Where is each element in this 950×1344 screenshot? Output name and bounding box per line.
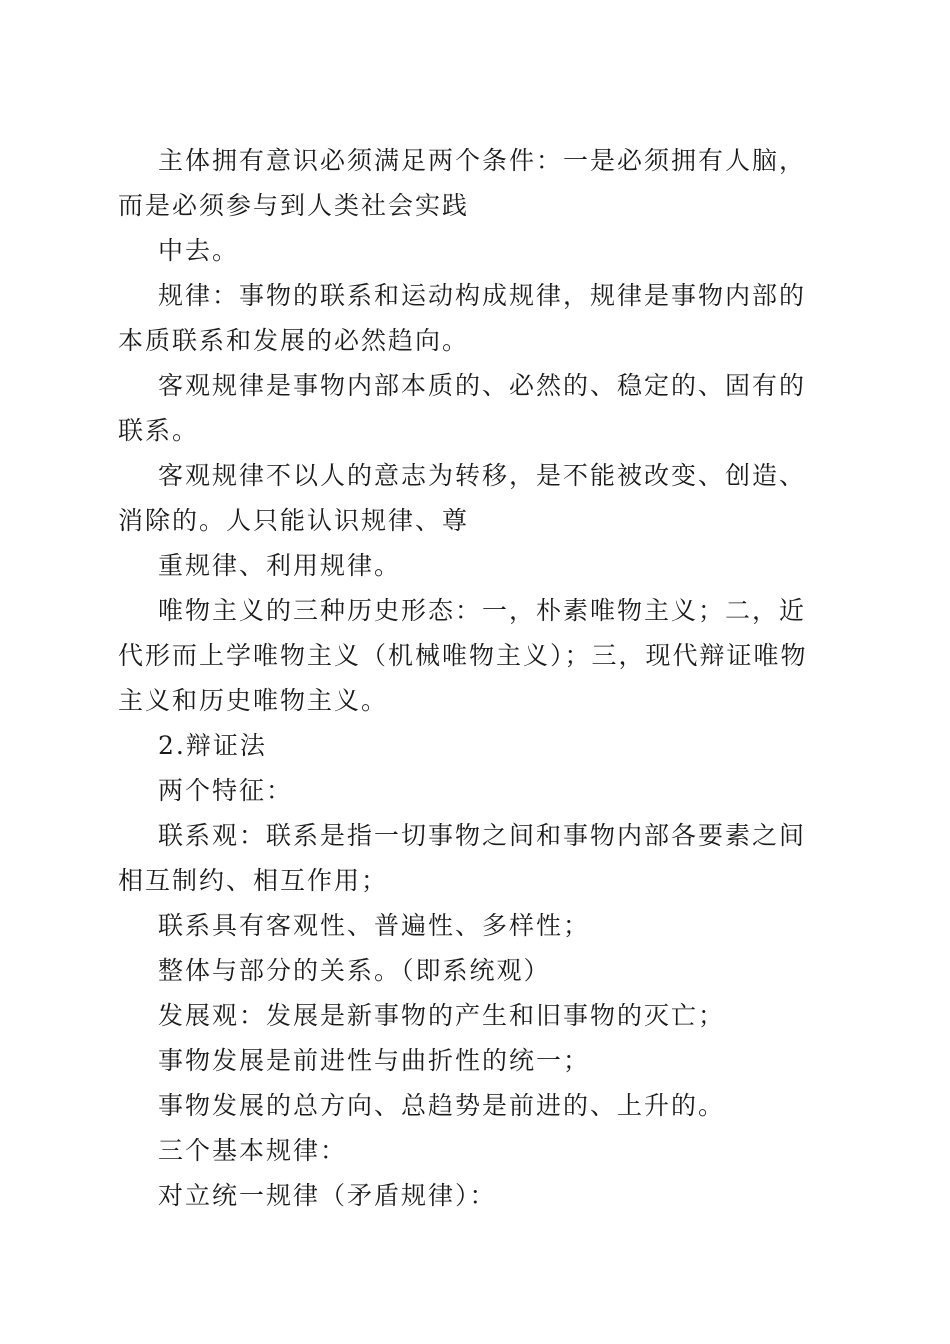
paragraph-unity-of-opposites: 对立统一规律（矛盾规律）： — [158, 1181, 497, 1210]
paragraph-three-laws: 三个基本规律： — [158, 1136, 348, 1165]
paragraph-consciousness-conditions: 主体拥有意识必须满足两个条件：一是必须拥有人脑，而是必须参与到人类社会实践 — [118, 146, 807, 220]
paragraph-connection-properties: 联系具有客观性、普遍性、多样性； — [158, 911, 591, 940]
paragraph-objective-law: 客观规律是事物内部本质的、必然的、稳定的、固有的联系。 — [118, 371, 807, 445]
paragraph-law-definition: 规律：事物的联系和运动构成规律，规律是事物内部的本质联系和发展的必然趋向。 — [118, 281, 807, 355]
document-body — [118, 138, 830, 1218]
paragraph-development-view: 发展观：发展是新事物的产生和旧事物的灭亡； — [158, 1001, 726, 1030]
section-heading-dialectics: 2.辩证法 — [158, 731, 267, 760]
paragraph-continuation: 中去。 — [158, 236, 240, 265]
paragraph-development-direction: 事物发展的总方向、总趋势是前进的、上升的。 — [158, 1091, 726, 1120]
paragraph-development-unity: 事物发展是前进性与曲折性的统一； — [158, 1046, 591, 1075]
paragraph-objective-law-will: 客观规律不以人的意志为转移，是不能被改变、创造、消除的。人只能认识规律、尊 — [118, 461, 807, 535]
paragraph-connection-view: 联系观：联系是指一切事物之间和事物内部各要素之间相互制约、相互作用； — [118, 821, 807, 895]
paragraph-whole-part: 整体与部分的关系。（即系统观） — [158, 956, 551, 985]
paragraph-materialism-forms: 唯物主义的三种历史形态：一，朴素唯物主义；二，近代形而上学唯物主义（机械唯物主义）；三，现代辩证唯物主义和历史唯物主义。 — [118, 596, 808, 715]
paragraph-two-features: 两个特征： — [158, 776, 294, 805]
paragraph-continuation: 重规律、利用规律。 — [158, 551, 402, 580]
